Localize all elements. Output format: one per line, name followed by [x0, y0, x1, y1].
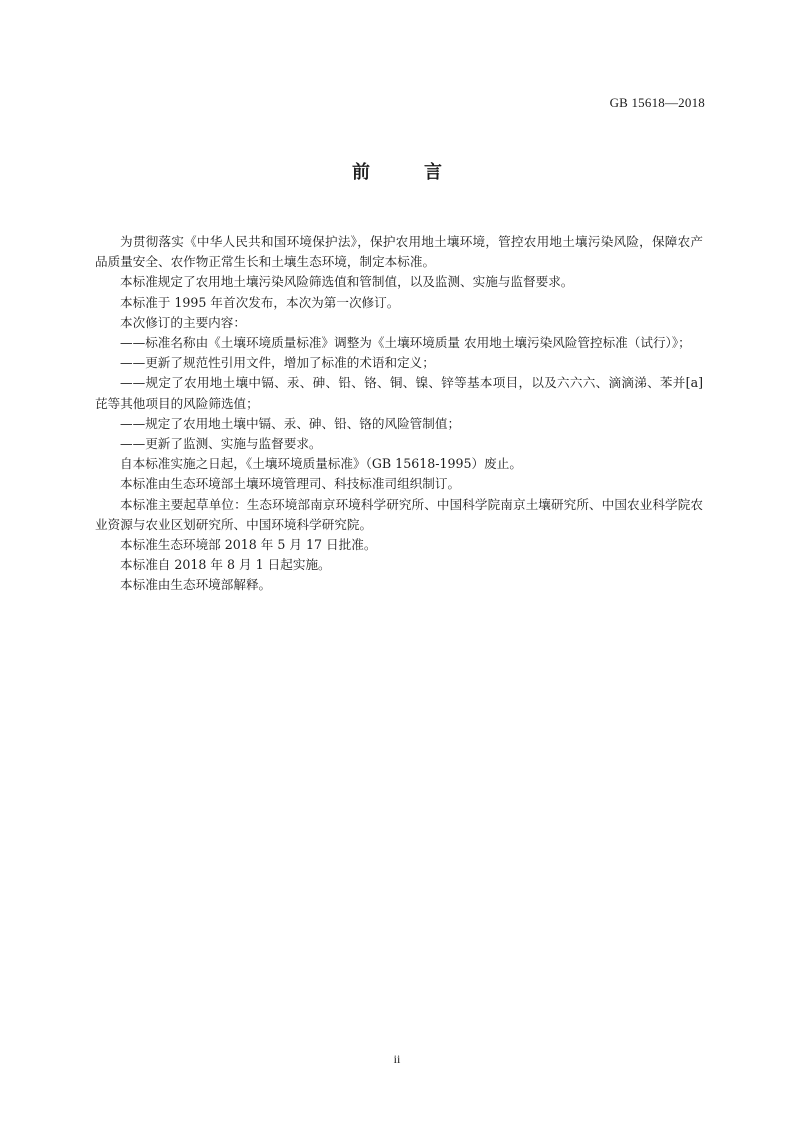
paragraph-interpretation: 本标准由生态环境部解释。 — [120, 577, 272, 593]
paragraph-scope: 本标准规定了农用地土壤污染风险筛选值和管制值，以及监测、实施与监督要求。 — [120, 274, 574, 290]
document-code: GB 15618—2018 — [609, 95, 705, 110]
paragraph-history: 本标准于 1995 年首次发布，本次为第一次修订。 — [120, 294, 400, 310]
page-number: ii — [393, 1052, 401, 1066]
revision-item-monitoring: ——更新了监测、实施与监督要求。 — [120, 436, 322, 452]
paragraph-approval-date: 本标准生态环境部 2018 年 5 月 17 日批准。 — [120, 537, 377, 553]
page-title: 前 言 — [352, 162, 460, 183]
paragraph-purpose: 为贯彻落实《中华人民共和国环境保护法》，保护农用地土壤环境，管控农用地土壤污染风险，保障农产品质量安全、农作物正常生长和土壤生态环境，制定本标准。 — [95, 234, 703, 270]
paragraph-effective-date: 本标准自 2018 年 8 月 1 日起实施。 — [120, 557, 331, 573]
revision-item-references: ——更新了规范性引用文件，增加了标准的术语和定义； — [120, 355, 435, 371]
paragraph-organizer: 本标准由生态环境部土壤环境管理司、科技标准司组织制订。 — [120, 476, 461, 492]
paragraph-revision-intro: 本次修订的主要内容： — [120, 314, 246, 330]
paragraph-supersedes: 自本标准实施之日起，《土壤环境质量标准》（GB 15618-1995）废止。 — [120, 456, 522, 472]
paragraph-drafting-units: 本标准主要起草单位：生态环境部南京环境科学研究所、中国科学院南京土壤研究所、中国农业科学院农业资源与农业区划研究所、中国环境科学研究院。 — [95, 496, 703, 532]
revision-item-screening-values: ——规定了农用地土壤中镉、汞、砷、铅、铬、铜、镍、锌等基本项目，以及六六六、滴滴涕、苯并[a]芘等其他项目的风险筛选值； — [95, 375, 703, 411]
revision-item-name-change: ——标准名称由《土壤环境质量标准》调整为《土壤环境质量 农用地土壤污染风险管控标准（试行）》； — [120, 335, 691, 351]
revision-item-intervention-values: ——规定了农用地土壤中镉、汞、砷、铅、铬的风险管制值； — [120, 415, 461, 431]
document-body — [95, 232, 703, 596]
